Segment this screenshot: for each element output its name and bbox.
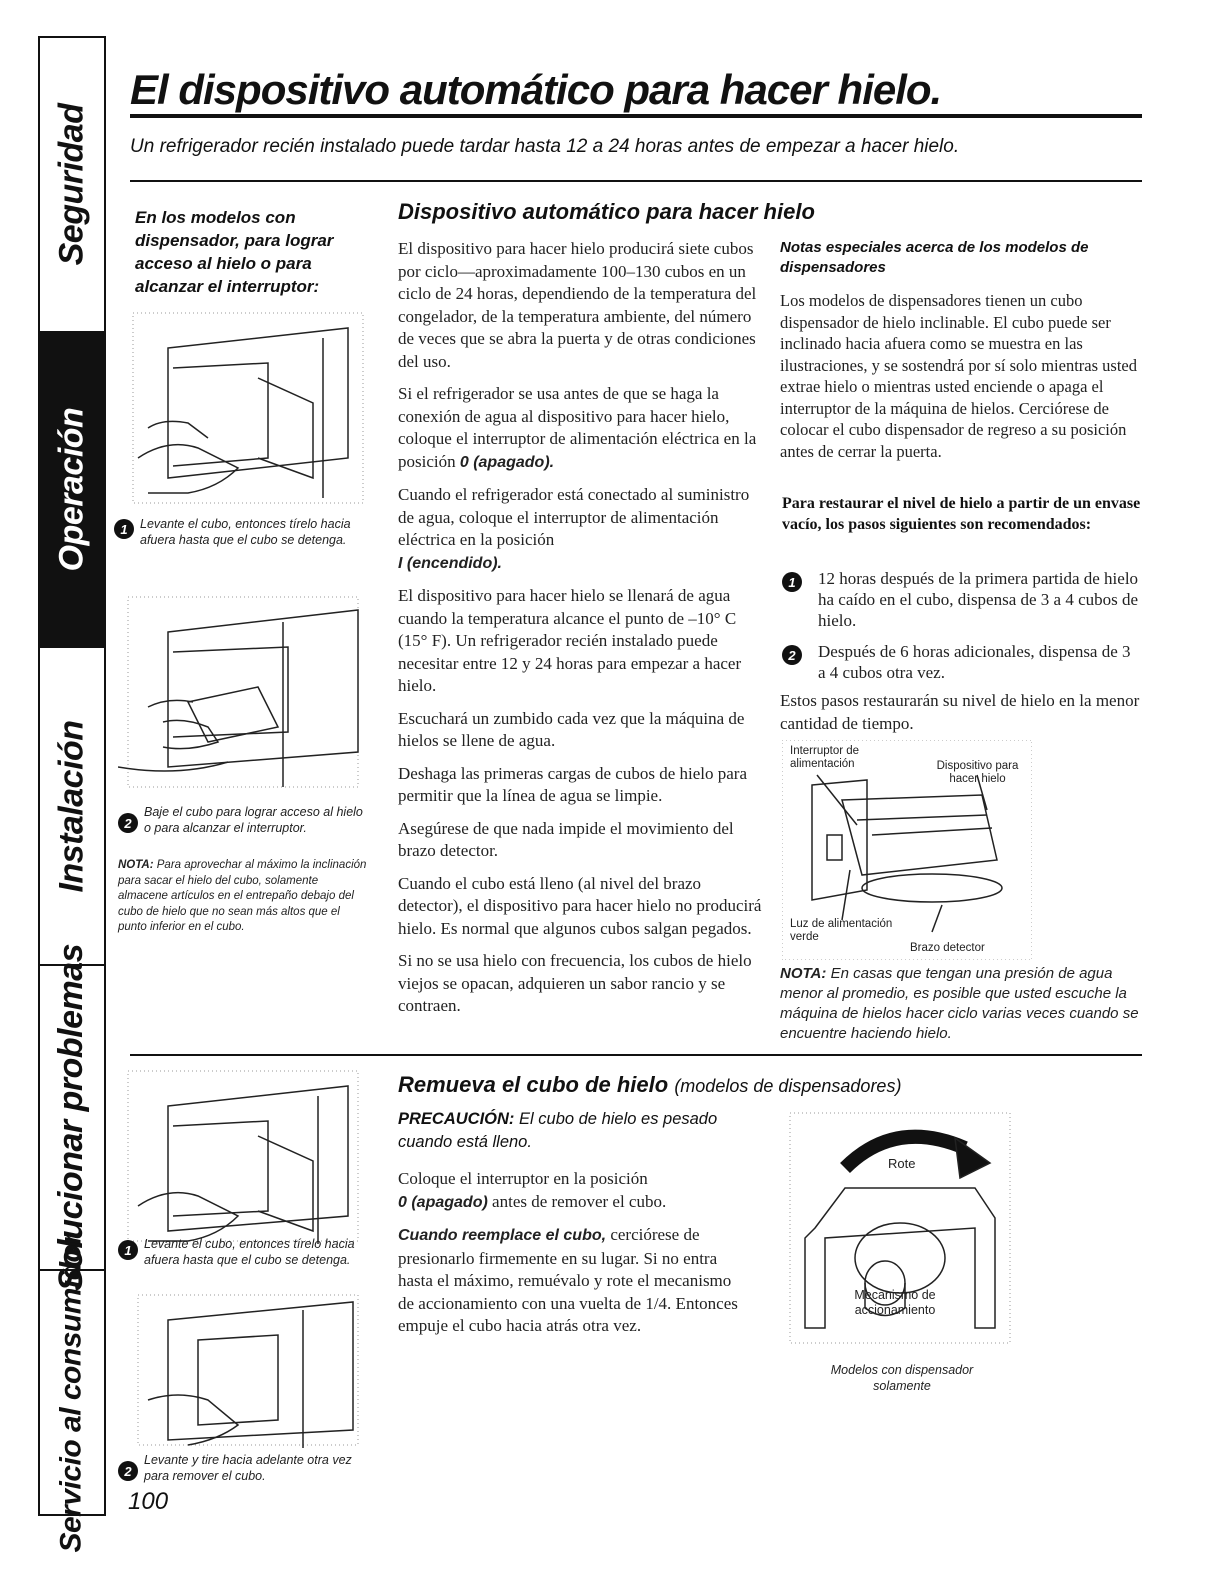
left-note bbox=[118, 858, 368, 936]
paragraph: Cuando el cubo está lleno (al nivel del brazo detector), el dispositivo para hacer hielo no producirá hielo. Es normal que algunos cubos salgan pegados. bbox=[398, 873, 762, 938]
caution-note bbox=[398, 1108, 728, 1154]
tab-operacion[interactable] bbox=[40, 333, 104, 648]
paragraph-text: Coloque el interruptor en la posición bbox=[398, 1169, 648, 1188]
note-text: Para aprovechar al máximo la inclinación para sacar el hielo del cubo, solamente almacene artículos en el entrepaño debajo del cubo de hielo que no sean más altos que el punto inferior en el cubo. bbox=[118, 859, 367, 933]
right-heading: Notas especiales acerca de los modelos de dispensadores bbox=[780, 239, 1089, 276]
title-rule bbox=[130, 114, 1142, 118]
step-number-2: 2 bbox=[118, 813, 138, 833]
tab-label: Seguridad bbox=[52, 103, 91, 266]
caption-lower-bucket: Baje el cubo para lograr acceso al hielo o para alcanzar el interruptor. bbox=[144, 805, 363, 835]
page-number: 100 bbox=[128, 1488, 169, 1515]
paragraph-text: Si el refrigerador se usa antes de que se haga la conexión de agua al dispositivo para hacer hielo, coloque el interruptor de alimentación eléctrica en la posición bbox=[398, 384, 757, 471]
remove-heading-sub: (modelos de dispensadores) bbox=[674, 1076, 902, 1096]
figure-caption: Modelos con dispensador solamente bbox=[830, 1363, 974, 1393]
ice-bucket-illustration-1 bbox=[128, 308, 368, 508]
position-on: I (encendido). bbox=[398, 554, 502, 572]
tab-label: Operación bbox=[52, 407, 91, 572]
paragraph: Deshaga las primeras cargas de cubos de hielo para permitir que la línea de agua se limpie. bbox=[398, 763, 747, 805]
paragraph: El dispositivo para hacer hielo producirá siete cubos por ciclo—aproximadamente 100–130 cubos en un ciclo de 24 horas, dependiendo de la temperatura del congelador, de la temperatura ambiente, del número de veces que se abra la puerta y de otras condiciones del uso. bbox=[398, 239, 757, 371]
paragraph: Asegúrese de que nada impide el movimiento del brazo detector. bbox=[398, 818, 734, 860]
right-note bbox=[780, 964, 1140, 1044]
tab-instalacion[interactable] bbox=[40, 648, 104, 966]
note-label: NOTA: bbox=[118, 859, 154, 871]
label-power-switch: Interruptor de alimentación bbox=[790, 745, 860, 770]
ice-bucket-illustration-2 bbox=[118, 592, 368, 792]
position-off: 0 (apagado) bbox=[398, 1193, 488, 1211]
tab-seguridad[interactable] bbox=[40, 38, 104, 333]
step-number-1: 1 bbox=[782, 572, 802, 592]
restore-steps-heading: Para restaurar el nivel de hielo a partir de un envase vacío, los pasos siguientes son recomendados: bbox=[782, 495, 1141, 533]
right-paragraph-1: Los modelos de dispensadores tienen un cubo dispensador de hielo inclinable. El cubo puede ser inclinado hacia afuera como se muestra en las ilustraciones, y se sostendrá por sí solo mientras usted extrae hielo o mientras usted enciende o apaga el interruptor de la máquina de hielos. Cerciórese de colocar el cubo dispensador de regreso a su posición antes de cerrar la puerta. bbox=[780, 291, 1137, 461]
label-drive-mechanism: Mecanismo de accionamiento bbox=[854, 1288, 936, 1317]
paragraph bbox=[398, 383, 763, 474]
label-icemaker: Dispositivo para hacer hielo bbox=[936, 760, 1019, 785]
tab-label: Servicio al consumidor bbox=[55, 1232, 89, 1553]
step-number-1: 1 bbox=[114, 519, 134, 539]
right-paragraph-2: Estos pasos restaurarán su nivel de hielo en la menor cantidad de tiempo. bbox=[780, 691, 1140, 733]
caution-label: PRECAUCIÓN: bbox=[398, 1110, 515, 1128]
intro-text: Un refrigerador recién instalado puede tardar hasta 12 a 24 horas antes de empezar a hacer hielo. bbox=[130, 136, 960, 157]
side-tab-strip bbox=[38, 36, 106, 1553]
label-rotate: Rote bbox=[888, 1156, 916, 1171]
page-title: El dispositivo automático para hacer hielo. bbox=[130, 66, 942, 113]
label-green-light: Luz de alimentación verde bbox=[790, 918, 893, 943]
paragraph: Si no se usa hielo con frecuencia, los cubos de hielo viejos se opacan, adquieren un sabor rancio y se contraen. bbox=[398, 951, 752, 1015]
note-label: NOTA: bbox=[780, 965, 827, 982]
caution-text: El cubo de hielo es pesado cuando está lleno. bbox=[398, 1110, 718, 1151]
main-body bbox=[398, 238, 763, 1028]
ice-bucket-illustration-4 bbox=[128, 1290, 368, 1450]
label-sensor-arm: Brazo detector bbox=[910, 942, 985, 954]
remove-heading-text: Remueva el cubo de hielo bbox=[398, 1072, 669, 1097]
restore-step-2: Después de 6 horas adicionales, dispensa de 3 a 4 cubos otra vez. bbox=[818, 642, 1131, 682]
restore-step-1: 12 horas después de la primera partida de hielo ha caído en el cubo, dispensa de 3 a 4 cubos de hielo. bbox=[818, 569, 1139, 630]
tab-label: Solucionar problemas bbox=[52, 943, 91, 1292]
caption-remove-bucket: Levante y tire hacia adelante otra vez para remover el cubo. bbox=[144, 1453, 352, 1483]
paragraph bbox=[398, 1224, 743, 1338]
remove-heading bbox=[398, 1072, 901, 1098]
step-number-1: 1 bbox=[118, 1240, 138, 1260]
replace-bucket-label: Cuando reemplace el cubo, bbox=[398, 1227, 607, 1244]
caption-lift-bucket: Levante el cubo, entonces tírelo hacia afuera hasta que el cubo se detenga. bbox=[144, 1237, 355, 1267]
section-rule bbox=[130, 180, 1142, 182]
position-off: 0 (apagado). bbox=[459, 453, 555, 471]
paragraph-text: cerciórese de presionarlo firmemente en su lugar. Si no entra hasta el máximo, remuévalo y rote el mecanismo de accionamiento con una vuelta de 1/4. Entonces empuje el cubo hacia atrás otra vez. bbox=[398, 1225, 738, 1335]
paragraph bbox=[398, 484, 763, 575]
paragraph-text: antes de remover el cubo. bbox=[492, 1191, 667, 1211]
step-number-2: 2 bbox=[118, 1461, 138, 1481]
ice-bucket-illustration-3 bbox=[118, 1066, 368, 1246]
paragraph: El dispositivo para hacer hielo se llenará de agua cuando la temperatura alcance el punto de –10° C (15° F). Un refrigerador recién instalado puede necesitar entre 12 y 24 horas para empezar a hacer hielo. bbox=[398, 586, 742, 695]
caption-lift-bucket: Levante el cubo, entonces tírelo hacia afuera hasta que el cubo se detenga. bbox=[140, 517, 351, 547]
paragraph bbox=[398, 1168, 743, 1214]
paragraph-text: Cuando el refrigerador está conectado al suministro de agua, coloque el interruptor de alimentación eléctrica en la posición bbox=[398, 485, 750, 549]
paragraph: Escuchará un zumbido cada vez que la máquina de hielos se llene de agua. bbox=[398, 708, 745, 750]
left-heading: En los modelos con dispensador, para lograr acceso al hielo o para alcanzar el interruptor: bbox=[135, 208, 334, 296]
tab-solucionar-problemas[interactable] bbox=[40, 943, 104, 1292]
tab-label: Instalación bbox=[52, 719, 91, 893]
section-rule bbox=[130, 1054, 1142, 1056]
remove-body bbox=[398, 1168, 743, 1348]
main-heading: Dispositivo automático para hacer hielo bbox=[398, 199, 815, 224]
tab-servicio-consumidor[interactable] bbox=[40, 1232, 104, 1553]
step-number-2: 2 bbox=[782, 645, 802, 665]
note-text: En casas que tengan una presión de agua menor al promedio, es posible que usted escuche la máquina de hielos hacer ciclo varias veces cuando se encuentre haciendo hielo. bbox=[780, 965, 1139, 1042]
